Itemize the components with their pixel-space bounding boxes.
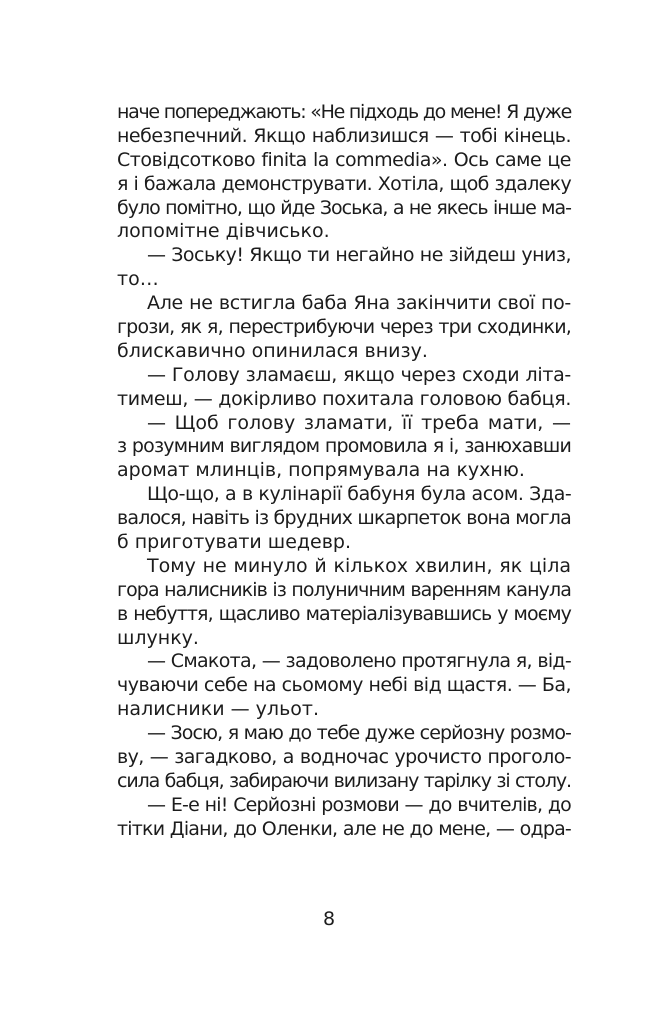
text-line: Але не встигла баба Яна закінчити свої по- <box>147 292 571 315</box>
text-line: — Зосю, я маю до тебе дуже серйозну розмо- <box>147 722 571 745</box>
text-line: сила бабця, забираючи вилизану тарілку зі столу. <box>117 769 571 792</box>
text-line: — Голову зламаєш, якщо через сходи літа- <box>147 363 571 386</box>
text-line: я і бажала демонструвати. Хотіла, щоб здалеку <box>117 172 571 195</box>
text-line: валося, навіть із брудних шкарпеток вона могла <box>117 507 571 530</box>
text-line: блискавично опинилася внизу. <box>117 339 428 362</box>
text-line: Стовідсотково finita la commedia». Ось саме це <box>117 148 571 171</box>
text-line: чуваючи себе на сьомому небі від щастя. — Ба, <box>117 674 572 697</box>
text-line: — Смакота, — задоволено протягнула я, від- <box>147 650 571 673</box>
text-line: грози, як я, перестрибуючи через три сходинки, <box>117 316 571 339</box>
text-line: було помітно, що йде Зоська, а не якесь інше ма- <box>117 196 571 219</box>
body-text <box>117 101 571 842</box>
text-line: гора налисників із полуничним варенням канула <box>117 578 571 601</box>
text-line: то… <box>117 268 159 291</box>
text-line: ву, — загадково, а водночас урочисто проголо- <box>117 746 571 769</box>
text-line: тимеш, — докірливо похитала головою бабця. <box>117 387 572 410</box>
text-line: — Е-е ні! Серйозні розмови — до вчителів, до <box>147 793 571 816</box>
text-line: тітки Діани, до Оленки, але не до мене, — одра- <box>117 817 571 840</box>
text-line: Тому не минуло й кількох хвилин, як ціла <box>147 554 571 577</box>
text-line: наче попереджають: «Не підходь до мене! Я дуже <box>117 101 571 123</box>
text-line: з розумним виглядом промовила я і, занюхавши <box>117 435 571 458</box>
text-line: — Зоську! Якщо ти негайно не зійдеш униз, <box>147 244 571 267</box>
page-number: 8 <box>322 908 336 930</box>
text-line: небезпечний. Якщо наблизишся — тобі кінець. <box>117 124 571 147</box>
text-line: налисники — ульот. <box>117 698 319 721</box>
text-line: лопомітне дівчисько. <box>117 220 330 243</box>
text-line: в небуття, щасливо матеріалізувавшись у моєму <box>117 602 571 625</box>
text-line: — Щоб голову зламати, її треба мати, — <box>147 411 571 434</box>
text-line: шлунку. <box>117 626 199 649</box>
text-line: аромат млинців, попрямувала на кухню. <box>117 459 525 482</box>
text-line: Що-що, а в кулінарії бабуня була асом. Зда- <box>147 483 572 506</box>
text-line: б приготувати шедевр. <box>117 531 352 554</box>
